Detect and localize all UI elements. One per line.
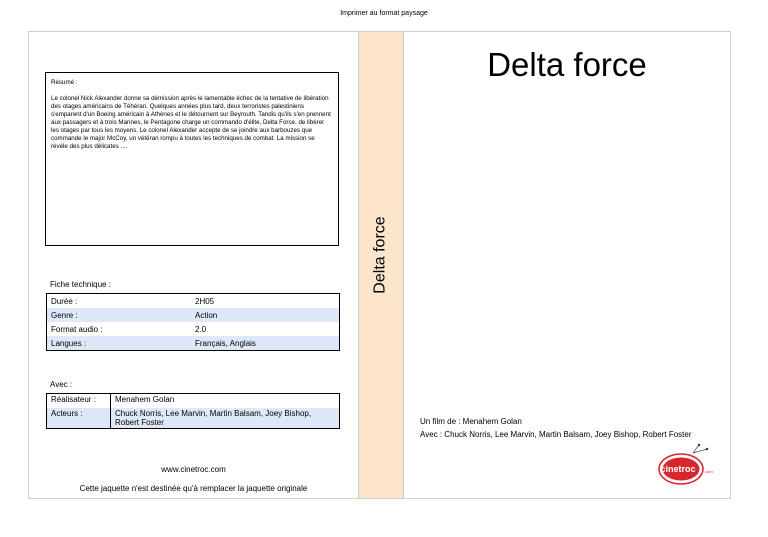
- disclaimer-text: Cette jaquette n'est destinée qu'à remplacer la jaquette originale: [79, 484, 308, 493]
- back-cover: [29, 32, 358, 498]
- spine-title-wrap: [359, 32, 403, 498]
- tech-label: Genre :: [51, 310, 78, 320]
- front-cover: [404, 32, 730, 498]
- dvd-jacket: [28, 31, 731, 499]
- table-row: [47, 336, 340, 351]
- crew-value: Menahem Golan: [115, 395, 175, 404]
- tech-label: Format audio :: [51, 324, 103, 334]
- front-title: Delta force: [487, 46, 647, 83]
- print-landscape-note: Imprimer au format paysage: [340, 10, 428, 17]
- front-credits: [420, 417, 715, 443]
- table-row: [47, 408, 340, 429]
- svg-text:.com: .com: [704, 469, 713, 474]
- crew-label: Réalisateur :: [47, 394, 111, 409]
- summary-text: Le colonel Nick Alexander donne sa démission après le lamentable échec de la tentative de libération des otages américains de Téhéran. Quelques années plus tard, deux terroristes palestiniens s'emparent d'un Boeing américain à Athènes et le détournent sur Beyrouth. Tandis qu'ils s'en prennent aux passagers et à trois Marines, le Pentagone charge un commando d'élite, Delta Force, de libérer les otages par tous les moyens. Le colonel Alexander accepte de se joindre aux barbouzes que commande le major McCoy, un vétéran rompu à toutes les techniques de combat. La mission se révèle des plus délicates ....: [51, 95, 331, 150]
- table-row: [47, 394, 340, 409]
- summary-label: Résumé :: [51, 79, 78, 86]
- table-row: [47, 322, 340, 336]
- cast-section-title: Avec :: [50, 380, 73, 389]
- tech-value: 2H05: [195, 296, 215, 306]
- cinetroc-logo: [655, 443, 715, 489]
- table-row: [47, 308, 340, 322]
- tech-label: Durée :: [51, 296, 78, 306]
- website-text: www.cinetroc.com: [161, 465, 226, 474]
- cast-line: Avec : Chuck Norris, Lee Marvin, Martin Balsam, Joey Bishop, Robert Foster: [420, 430, 692, 439]
- spine: [358, 32, 404, 498]
- tech-value: Français, Anglais: [195, 338, 256, 348]
- crew-value: Chuck Norris, Lee Marvin, Martin Balsam, Joey Bishop, Robert Foster: [115, 409, 312, 427]
- table-row: [47, 294, 340, 309]
- tech-value: Action: [195, 310, 218, 320]
- cast-table: [46, 393, 340, 429]
- summary-box: [45, 72, 339, 246]
- director-line: Un film de : Menahem Golan: [420, 417, 522, 426]
- tech-sheet-title: Fiche technique :: [50, 280, 111, 289]
- tech-label: Langues :: [51, 338, 87, 348]
- tech-value: 2.0: [195, 324, 207, 334]
- tech-sheet-table: [46, 293, 340, 351]
- crew-label: Acteurs :: [47, 408, 111, 429]
- spine-title: Delta force: [372, 216, 389, 294]
- svg-text:cinetroc: cinetroc: [660, 464, 696, 474]
